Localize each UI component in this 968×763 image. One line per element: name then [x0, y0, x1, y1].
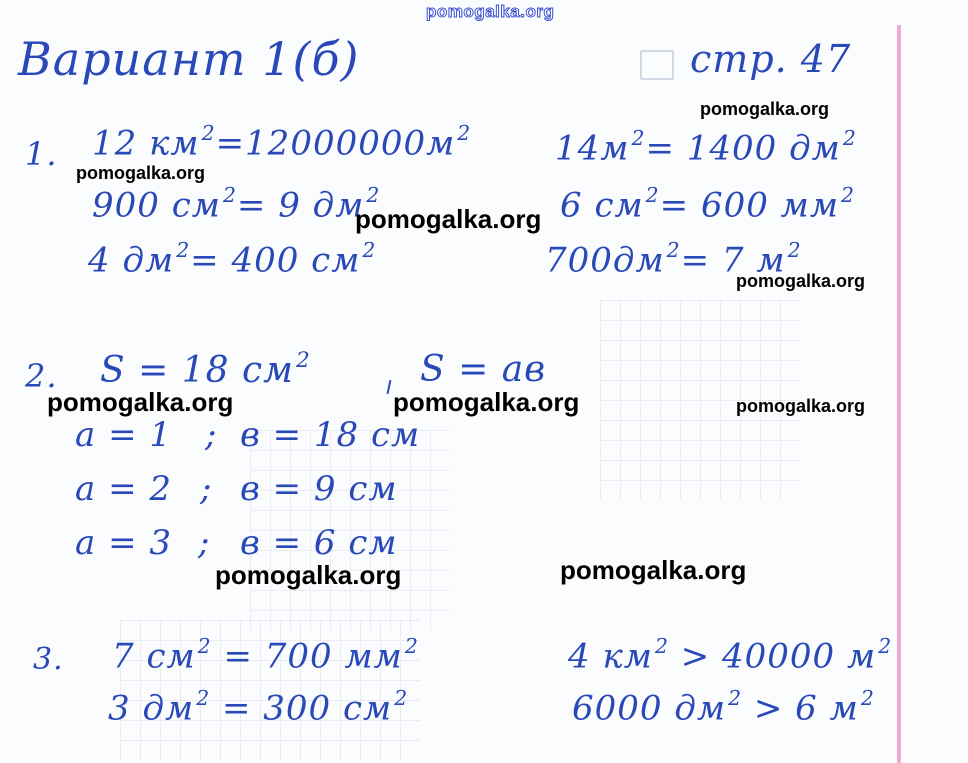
watermark: pomogalka.org: [355, 204, 542, 234]
task2-formula: S = ав: [420, 349, 547, 390]
task1-left-line1: 12 $км^2=12000000м^2$: [92, 121, 472, 164]
task2-row3-b: в = 6 см: [240, 523, 398, 563]
task3-left-line1: 7 $см^2 = 700$ $мм^2$: [112, 634, 419, 677]
watermark: pomogalka.org: [700, 99, 830, 119]
task1-number: 1.: [25, 135, 58, 173]
task1-right-line3: $700дм^2= 7$ $м^2$: [545, 238, 802, 281]
watermark: pomogalka.org: [215, 560, 402, 590]
watermark: pomogalka.org: [736, 271, 866, 291]
task3-right-line2: 6000 $дм^2 > 6$ $м^2$: [572, 686, 875, 729]
task3-number: 3.: [33, 642, 64, 677]
comma-stroke: [387, 380, 392, 394]
task1-left-line2: 900 $см^2= 9$ $дм^2$: [92, 183, 381, 226]
task3-left-line2: 3 $дм^2 = 300$ $см^2$: [108, 686, 409, 729]
watermark: pomogalka.org: [393, 387, 580, 417]
margin-line: [897, 25, 901, 763]
page-number: стр. 47: [690, 37, 852, 81]
task2-row2-sep: ;: [200, 469, 213, 509]
task2-row3-a: а = 3: [75, 523, 173, 563]
faint-mark: [640, 50, 674, 80]
watermark: pomogalka.org: [76, 163, 206, 183]
task1-right-line2: 6 $см^2= 600$ $мм^2$: [560, 183, 856, 226]
task2-row2-a: а = 2: [75, 469, 173, 509]
task2-row2-b: в = 9 см: [240, 469, 398, 509]
task2-row3-sep: ;: [198, 523, 211, 563]
task1-left-line3: 4 $дм^2= 400$ $см^2$: [88, 238, 377, 281]
task2-row1-a: а = 1: [75, 415, 173, 455]
task2-row1-b: в = 18 см: [240, 415, 421, 455]
task2-row1-sep: ;: [205, 415, 218, 455]
task2-area: S = 18 $см^2$: [100, 348, 311, 391]
task3-right-line1: 4 $км^2 > 40000$ $м^2$: [568, 634, 893, 677]
watermark: pomogalka.org: [47, 387, 234, 417]
watermark-top: pomogalka.org: [426, 2, 555, 21]
variant-heading: Вариант 1(б): [18, 32, 360, 86]
watermark: pomogalka.org: [736, 396, 866, 416]
task1-right-line1: $14м^2= 1400$ $дм^2$: [555, 126, 857, 169]
watermark: pomogalka.org: [560, 555, 747, 585]
task2-number: 2.: [25, 357, 58, 395]
